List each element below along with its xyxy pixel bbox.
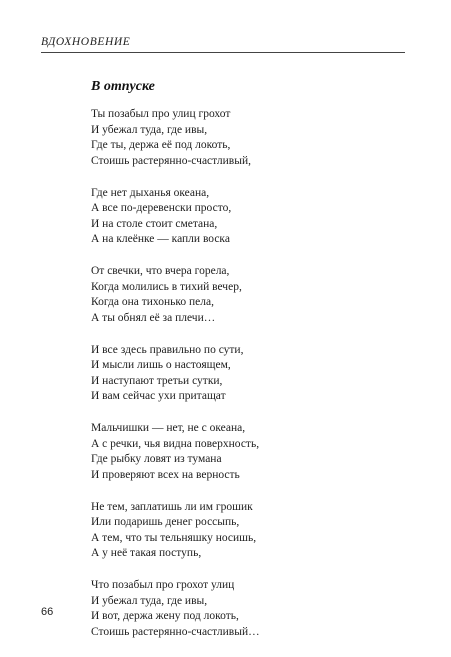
stanza: [91, 421, 411, 483]
running-head: ВДОХНОВЕНИЕ: [41, 36, 131, 48]
poem-line: Когда молились в тихий вечер,: [91, 280, 242, 293]
stanza: [91, 186, 411, 248]
stanza: [91, 107, 411, 169]
page-number: 66: [41, 606, 54, 618]
poem-line: И наступают третьи сутки,: [91, 374, 223, 387]
poem-line: И проверяют всех на верность: [91, 468, 240, 481]
poem-line: И на столе стоит сметана,: [91, 217, 218, 230]
poem-line: Где ты, держа её под локоть,: [91, 139, 231, 151]
poem-line: Где рыбку ловят из тумана: [91, 453, 222, 465]
poem-line: Стоишь растерянно-счастливый…: [91, 625, 260, 638]
stanza: [91, 500, 411, 562]
poem-line: От свечки, что вчера горела,: [91, 265, 230, 277]
poem-line: Не тем, заплатишь ли им грошик: [91, 500, 253, 513]
header-rule: [41, 52, 405, 53]
poem-line: А на клеёнке — капли воска: [91, 233, 230, 245]
poem-line: Мальчишки — нет, не с океана,: [91, 422, 246, 434]
poem-line: И убежал туда, где ивы,: [91, 123, 208, 136]
poem-line: Что позабыл про грохот улиц: [91, 579, 235, 591]
stanza: [91, 264, 411, 326]
poem-line: А ты обнял её за плечи…: [91, 311, 216, 324]
poem-line: И мысли лишь о настоящем,: [91, 359, 231, 371]
poem-line: Где нет дыханья океана,: [91, 186, 210, 199]
poem-title: В отпуске: [91, 79, 155, 94]
poem-line: Стоишь растерянно-счастливый,: [91, 154, 251, 167]
poem-line: И вот, держа жену под локоть,: [91, 610, 239, 622]
poem-line: А у неё такая поступь,: [91, 547, 202, 559]
poem-line: А с речки, чья видна поверхность,: [91, 437, 260, 450]
stanza: [91, 578, 411, 640]
poem-line: И вам сейчас ухи притащат: [91, 390, 226, 402]
poem-body: [91, 107, 411, 657]
stanza: [91, 343, 411, 405]
poem-line: Ты позабыл про улиц грохот: [91, 108, 231, 120]
poem-line: А все по-деревенски просто,: [91, 202, 232, 214]
poem-line: Когда она тихонько пела,: [91, 296, 214, 308]
poem-line: И убежал туда, где ивы,: [91, 594, 208, 607]
poem-line: Или подаришь денег россыпь,: [91, 516, 240, 528]
poem-line: И все здесь правильно по сути,: [91, 343, 244, 356]
poem-line: А тем, что ты тельняшку носишь,: [91, 531, 257, 544]
